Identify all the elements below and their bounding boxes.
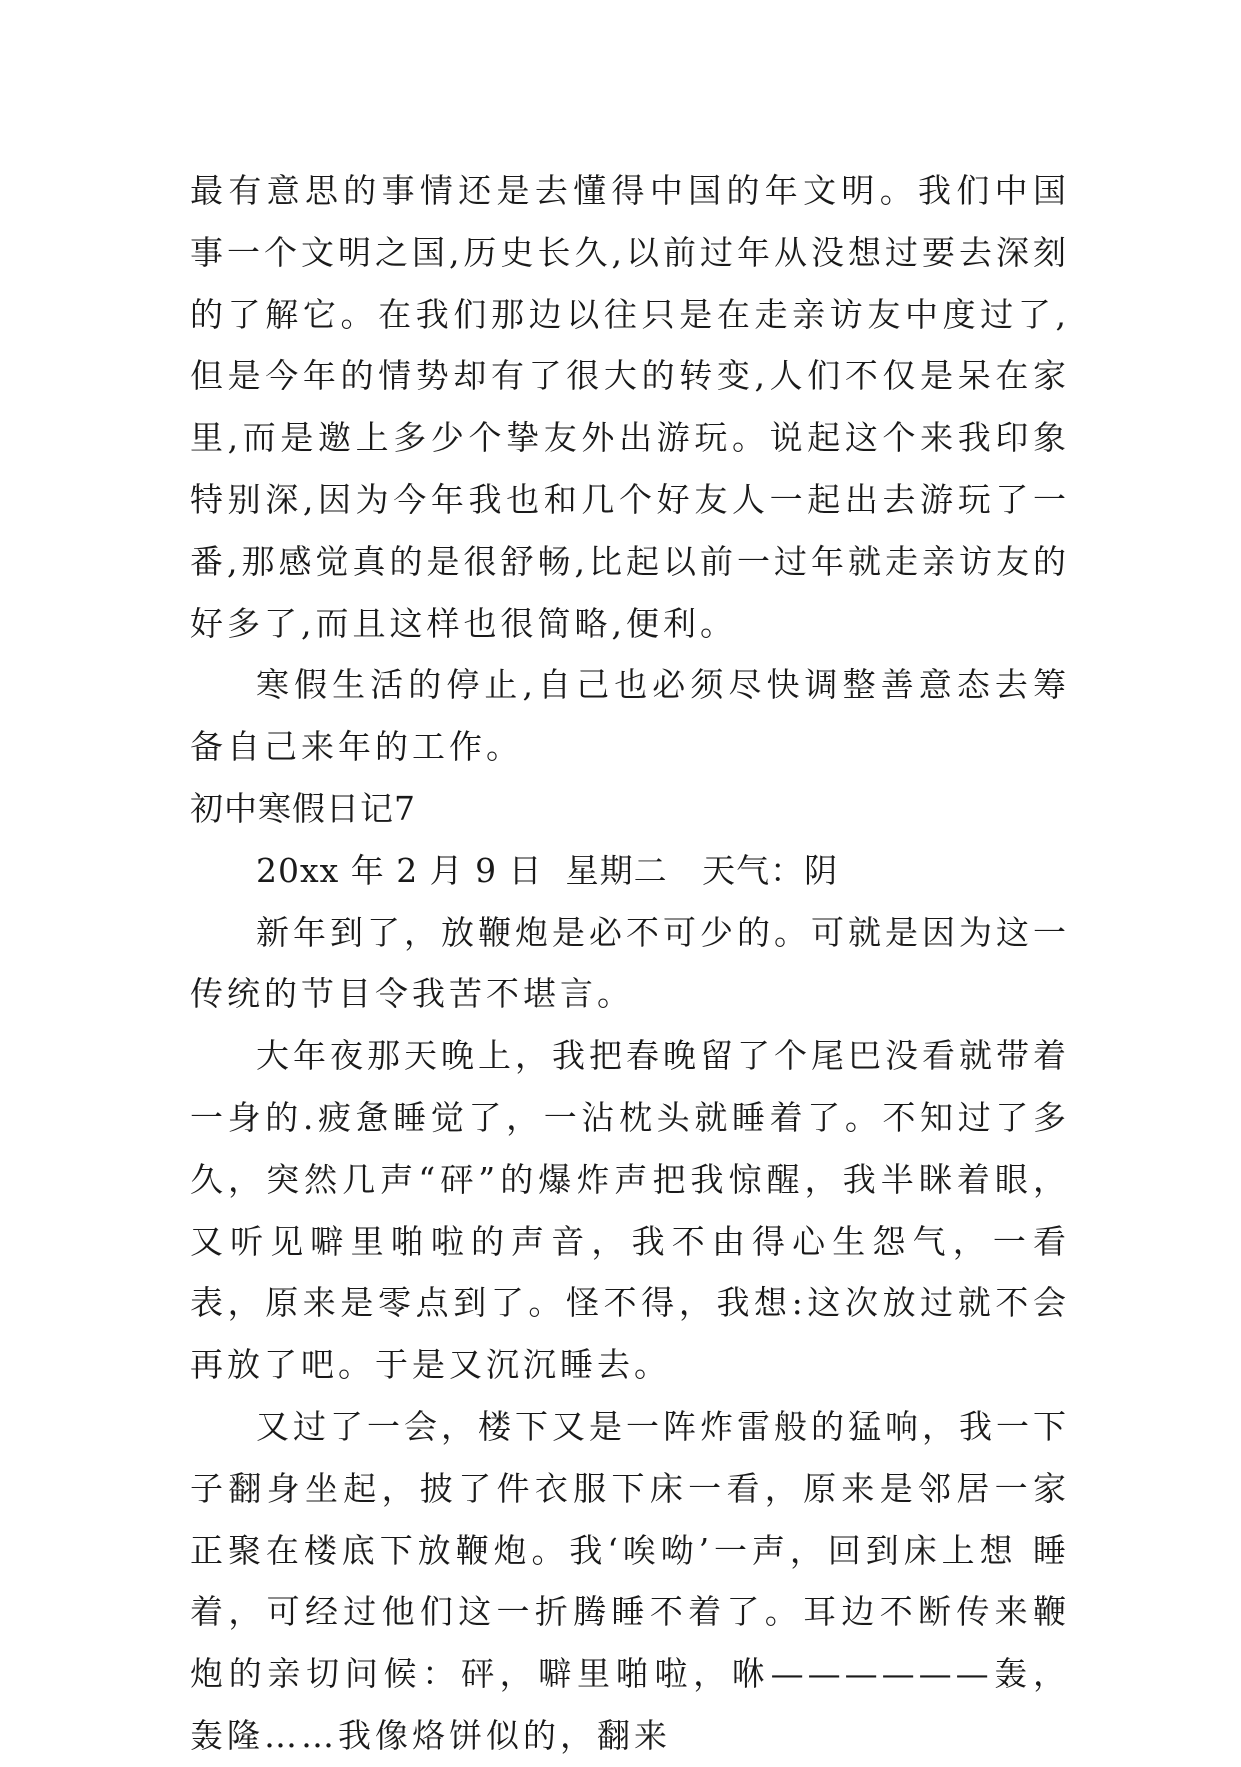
paragraph-winter-break-end: 寒假生活的停止,自己也必须尽快调整善意态去筹备自己来年的工作。	[190, 665, 1070, 767]
paragraph-new-year-culture: 最有意思的事情还是去懂得中国的年文明。我们中国事一个文明之国,历史长久,以前过年从没想过要去深刻的了解它。在我们那边以往只是在走亲访友中度过了,但是今年的情势却有了很大的转变,人们不仅是呆在家里,而是邀上多少个挚友外出游玩。说起这个来我印象特别深,因为今年我也和几个好友人一起出去游玩了一番,那感觉真的是很舒畅,比起以前一过年就走亲访友的好多了,而且这样也很简略,便利。	[190, 171, 1070, 643]
diary-paragraph-new-year-eve: 大年夜那天晚上，我把春晚留了个尾巴没看就带着一身的.疲惫睡觉了，一沾枕头就睡着了。不知过了多久，突然几声“砰”的爆炸声把我惊醒，我半眯着眼，又听见噼里啪啦的声音，我不由得心生怨气，一看表，原来是零点到了。怪不得，我想:这次放过就不会再放了吧。于是又沉沉睡去。	[190, 1036, 1070, 1385]
document-body	[190, 160, 1070, 1767]
diary-heading: 初中寒假日记7	[190, 788, 416, 828]
diary-paragraph-firecrackers: 新年到了，放鞭炮是必不可少的。可就是因为这一传统的节目令我苦不堪言。	[190, 912, 1070, 1014]
diary-paragraph-neighbors: 又过了一会，楼下又是一阵炸雷般的猛响，我一下子翻身坐起，披了件衣服下床一看，原来是邻居一家正聚在楼底下放鞭炮。我‘唉呦’一声，回到床上想 睡着，可经过他们这一折腾睡不着了。耳边不断传来鞭炮的亲切问候：砰，噼里啪啦，咻——————轰，轰隆……我像烙饼似的，翻来	[190, 1406, 1070, 1755]
diary-dateline: 20xx 年 2 月 9 日 星期二 天气：阴	[256, 850, 839, 890]
